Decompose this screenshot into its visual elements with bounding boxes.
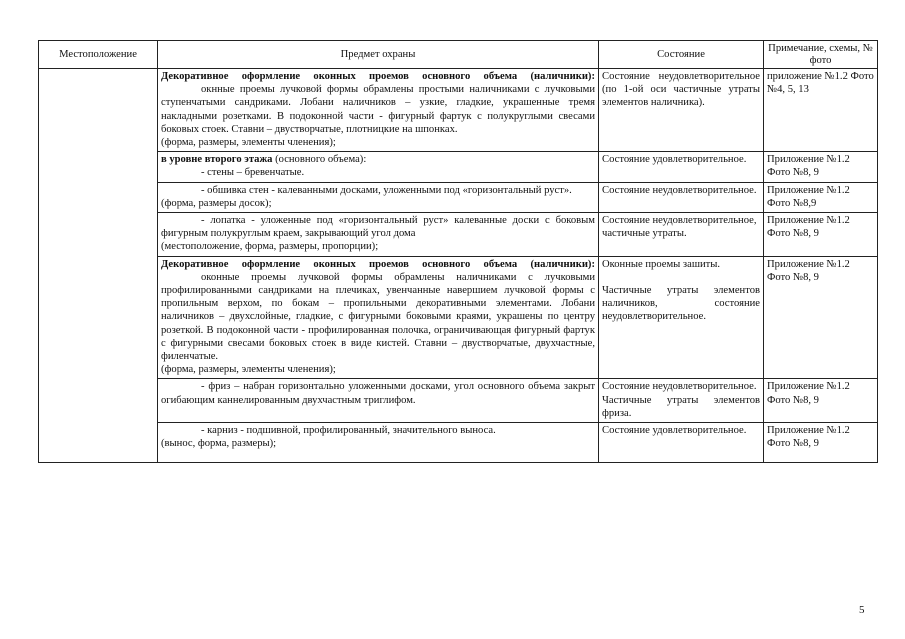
table-row (39, 423, 878, 463)
table-row (39, 256, 878, 379)
table-row (39, 69, 878, 152)
condition-primary: Оконные проемы зашиты. (602, 258, 721, 270)
subject-cell (158, 69, 599, 152)
note-cell: Приложение №1.2 Фото №8, 9 (764, 423, 878, 463)
condition-secondary: Частичные утраты элементов фриза. (602, 394, 760, 419)
header-condition: Состояние (599, 41, 764, 69)
row-body: - обшивка стен - калеванными досками, уложенными под «горизонтальный руст». (201, 184, 572, 196)
table-row (39, 182, 878, 212)
subject-cell (158, 152, 599, 182)
condition-cell: Состояние удовлетворительное. (599, 152, 764, 182)
row-title-rest: (основного объема): (272, 154, 367, 166)
row-body: окнные проемы лучковой формы обрамлены простыми наличниками с лучковыми ступенчатыми сандриками. Лобани наличников – узкие, гладкие, украшенные тремя накладными розетками. В подоконной части - фигурный фартук с полукруглыми свесами боковых стоек. Ставни – двустворчатые, плотницкие на шпонках. (161, 84, 595, 135)
row-body: - карниз - подшивной, профилированный, значительного выноса. (201, 425, 496, 437)
row-tail: (форма, размеры, элементы членения); (161, 364, 336, 376)
row-title: в уровне второго этажа (161, 154, 273, 166)
row-body: - лопатка - уложенные под «горизонтальный руст» калеванные доски с боковым фигурным полукруглым краем, закрывающий угол дома (161, 215, 595, 240)
subject-cell (158, 256, 599, 379)
subject-cell (158, 423, 599, 463)
note-cell: Приложение №1.2 Фото №8,9 (764, 182, 878, 212)
note-cell: приложение №1.2 Фото №4, 5, 13 (764, 69, 878, 152)
row-tail: (форма, размеры досок); (161, 197, 272, 209)
table-header-row (39, 41, 878, 69)
condition-cell (599, 256, 764, 379)
row-title: Декоративное оформление оконных проемов основного объема (наличники): (161, 71, 595, 82)
row-tail: (вынос, форма, размеры); (161, 438, 277, 450)
table-row (39, 379, 878, 423)
row-tail: (форма, размеры, элементы членения); (161, 137, 336, 149)
condition-cell: Состояние неудовлетворительное. (599, 182, 764, 212)
condition-secondary: Частичные утраты элементов наличников, состояние неудовлетворительное. (602, 284, 760, 323)
page-number: 5 (859, 604, 865, 616)
subject-cell (158, 379, 599, 423)
condition-cell (599, 379, 764, 423)
note-cell: Приложение №1.2 Фото №8, 9 (764, 379, 878, 423)
header-note: Примечание, схемы, № фото (764, 41, 878, 69)
table-row (39, 213, 878, 257)
location-cell (39, 69, 158, 463)
header-location: Местоположение (39, 41, 158, 69)
condition-cell: Состояние удовлетворительное. (599, 423, 764, 463)
row-body: - стены – бревенчатые. (201, 167, 305, 179)
row-body: - фриз – набран горизонтально уложенными досками, угол основного объема закрыт огибающим каннелированным двухчастным триглифом. (161, 381, 595, 406)
subject-cell (158, 213, 599, 257)
condition-cell: Состояние неудовлетворительное (по 1-ой оси частичные утраты элементов наличника). (599, 69, 764, 152)
condition-primary: Состояние неудовлетворительное. (602, 381, 757, 393)
note-cell: Приложение №1.2 Фото №8, 9 (764, 213, 878, 257)
condition-cell: Состояние неудовлетворительное, частичные утраты. (599, 213, 764, 257)
note-cell: Приложение №1.2 Фото №8, 9 (764, 256, 878, 379)
row-tail: (местоположение, форма, размеры, пропорции); (161, 241, 379, 253)
row-title: Декоративное оформление оконных проемов основного объема (наличники): (161, 258, 595, 270)
table-row (39, 152, 878, 182)
protection-subject-table (38, 40, 878, 463)
row-body: оконные проемы лучковой формы обрамлены наличниками с лучковыми профилированными сандриками на плечиках, увенчанные навершием лучковой формы с пропильным верхом, по бокам – пропильными декоративными элементами. Лобани наличников – двухслойные, гладкие, с фигурными боковыми краями, украшены по центру розеткой. В подоконной части - профилированная полочка, ограничивающая фигурный фартук с фигурными свесами боковых стоек в виде кистей. Ставни – двустворчатые, двухчастные, филенчатые. (161, 271, 595, 363)
subject-cell (158, 182, 599, 212)
header-subject: Предмет охраны (158, 41, 599, 69)
note-cell: Приложение №1.2 Фото №8, 9 (764, 152, 878, 182)
